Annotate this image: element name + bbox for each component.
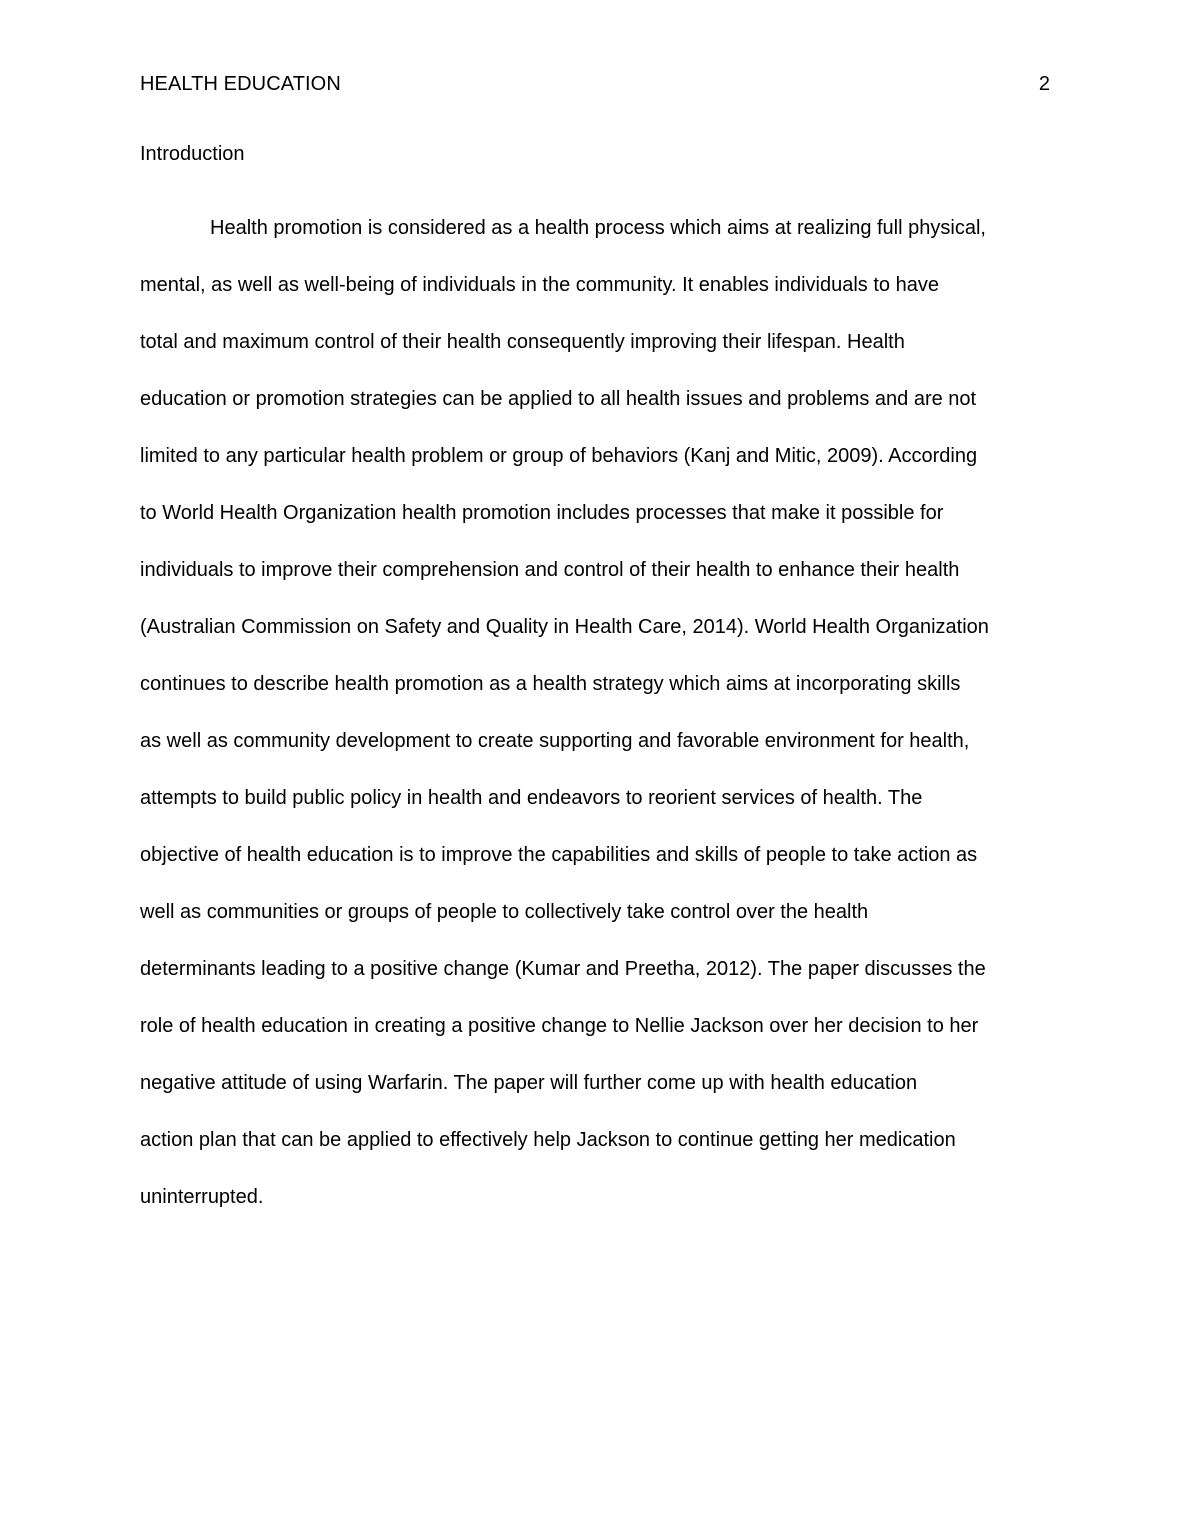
paragraph-line: uninterrupted. [140, 1186, 264, 1208]
paragraph-line: determinants leading to a positive change (Kumar and Preetha, 2012). The paper discusses the [140, 958, 986, 980]
paragraph-line: as well as community development to create supporting and favorable environment for health, [140, 730, 970, 752]
paragraph-line: total and maximum control of their health consequently improving their lifespan. Health [140, 331, 905, 353]
paragraph-line: education or promotion strategies can be applied to all health issues and problems and are not [140, 388, 977, 410]
paragraph-line: negative attitude of using Warfarin. The paper will further come up with health education [140, 1072, 918, 1094]
paragraph-line: well as communities or groups of people to collectively take control over the health [140, 901, 869, 923]
paragraph-line: objective of health education is to improve the capabilities and skills of people to take action as [140, 844, 978, 866]
section-heading: Introduction [140, 143, 245, 165]
running-head: HEALTH EDUCATION [140, 73, 341, 95]
paragraph-line: limited to any particular health problem or group of behaviors (Kanj and Mitic, 2009). According [140, 445, 978, 467]
paragraph-line: to World Health Organization health promotion includes processes that make it possible for [140, 502, 944, 524]
body-paragraph [140, 205, 1050, 1231]
paragraph-line: individuals to improve their comprehension and control of their health to enhance their health [140, 559, 960, 581]
paragraph-line: attempts to build public policy in health and endeavors to reorient services of health. The [140, 787, 923, 809]
paragraph-line: continues to describe health promotion as a health strategy which aims at incorporating skills [140, 673, 961, 695]
page-number: 2 [1038, 73, 1050, 95]
paragraph-line: (Australian Commission on Safety and Quality in Health Care, 2014). World Health Organization [140, 616, 989, 638]
paragraph-line: action plan that can be applied to effectively help Jackson to continue getting her medication [140, 1129, 956, 1151]
paragraph-line: Health promotion is considered as a health process which aims at realizing full physical, [210, 217, 986, 239]
paragraph-line: role of health education in creating a positive change to Nellie Jackson over her decision to her [140, 1015, 979, 1037]
paragraph-line: mental, as well as well-being of individuals in the community. It enables individuals to have [140, 274, 939, 296]
